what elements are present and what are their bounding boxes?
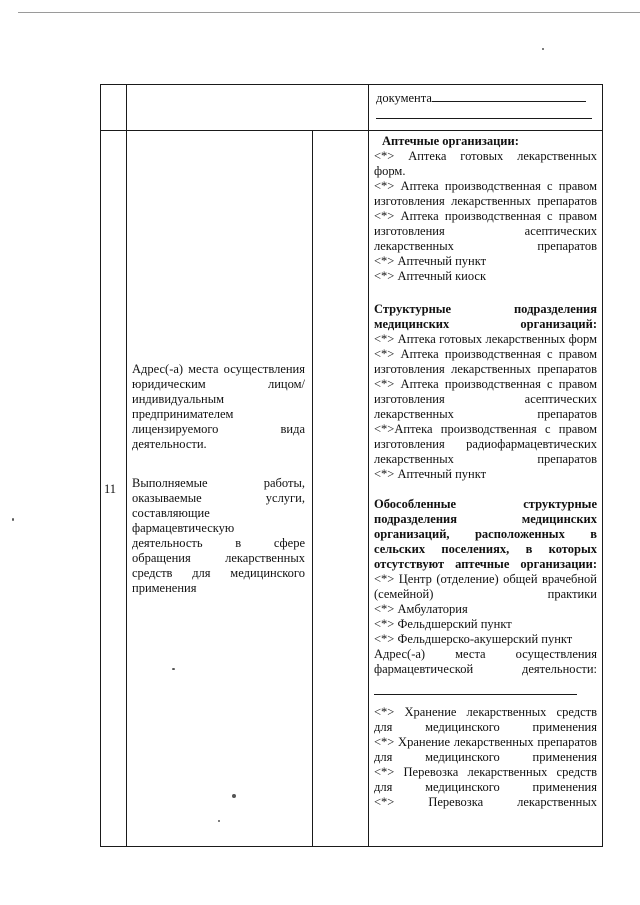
scan-speck [542, 48, 544, 50]
column-divider-number [126, 84, 127, 847]
activity-item: <*> Перевозка лекарственных средств для медицинского применения [374, 765, 597, 794]
activity-description [132, 362, 305, 596]
document-second-line [376, 118, 592, 119]
pharmacy-org-item: <*> Аптека производственная с правом изготовления асептических лекарственных препаратов [374, 209, 597, 253]
column-divider-description [368, 84, 369, 847]
pharm-address-line [374, 683, 577, 695]
document-label: документа [376, 91, 432, 105]
scan-speck [218, 820, 220, 822]
rural-unit-item: <*> Амбулатория [374, 602, 468, 616]
medical-unit-item: <*> Аптечный пункт [374, 467, 487, 481]
row-divider [100, 130, 603, 131]
pharmacy-org-item: <*> Аптека готовых лекарственных форм. [374, 149, 597, 178]
pharm-address-label: Адрес(-а) места осуществления фармацевтической деятельности: [374, 647, 597, 676]
medical-unit-item: <*> Аптека производственная с правом изготовления асептических лекарственных препаратов [374, 377, 597, 421]
medical-unit-item: <*> Аптека производственная с правом изготовления лекарственных препаратов [374, 347, 597, 376]
scan-edge-line [18, 12, 640, 13]
pharmacy-org-item: <*> Аптечный киоск [374, 269, 487, 283]
medical-units-heading: Структурные подразделения медицинских организаций: [374, 302, 597, 331]
rural-unit-item: <*> Фельдшерско-акушерский пункт [374, 632, 573, 646]
row-number: 11 [104, 482, 117, 496]
works-description: Выполняемые работы, оказываемые услуги, составляющие фармацевтическую деятельность в сфере обращения лекарственных средств для медицинского применения [132, 476, 305, 595]
rural-units-heading: Обособленные структурные подразделения медицинских организаций, расположенных в сельских поселениях, в которых отсутствуют аптечные организации: [374, 497, 597, 571]
pharmacy-options [374, 134, 597, 810]
pharmacy-org-item: <*> Аптечный пункт [374, 254, 487, 268]
scan-speck [172, 668, 175, 670]
column-divider-extra [312, 130, 313, 847]
pharmacy-orgs-heading: Аптечные организации: [382, 134, 519, 148]
activity-item: <*> Перевозка лекарственных [374, 795, 597, 809]
scan-speck [12, 518, 14, 521]
scan-speck [232, 794, 236, 798]
activity-item: <*> Хранение лекарственных средств для медицинского применения [374, 705, 597, 734]
medical-unit-item: <*>Аптека производственная с правом изготовления радиофармацевтических лекарственных препаратов [374, 422, 597, 466]
document-field [376, 90, 594, 106]
address-description: Адрес(-а) места осуществления юридическим лицом/индивидуальным предпринимателем лицензируемого вида деятельности. [132, 362, 305, 451]
medical-unit-item: <*> Аптека готовых лекарственных форм [374, 332, 597, 346]
rural-unit-item: <*> Фельдшерский пункт [374, 617, 512, 631]
activity-item: <*> Хранение лекарственных препаратов для медицинского применения [374, 735, 597, 764]
rural-unit-item: <*> Центр (отделение) общей врачебной (семейной) практики [374, 572, 597, 601]
document-line [432, 90, 586, 102]
pharmacy-org-item: <*> Аптека производственная с правом изготовления лекарственных препаратов [374, 179, 597, 208]
